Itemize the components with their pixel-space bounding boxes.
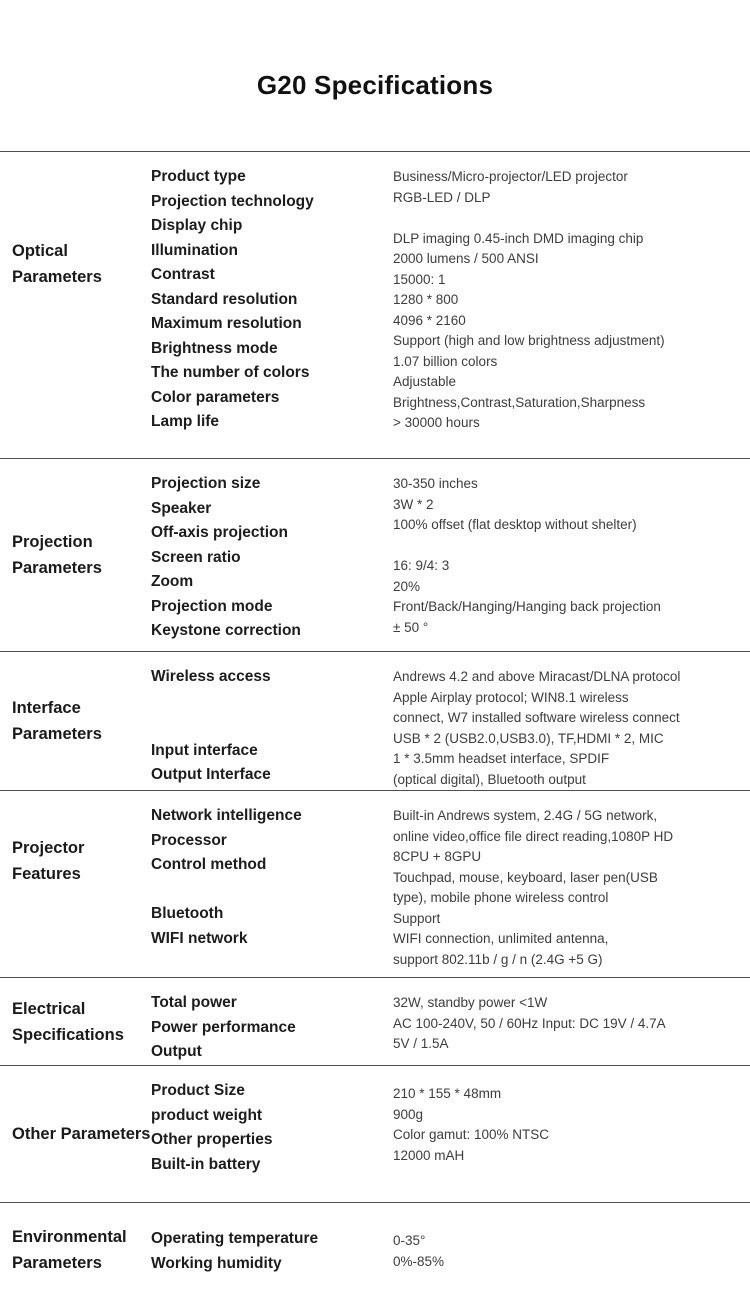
section-values [393, 1066, 750, 1202]
section-name: Projection Parameters [12, 533, 102, 577]
section-labels [151, 652, 393, 790]
spec-value: Built-in Andrews system, 2.4G / 5G network, [393, 808, 658, 823]
spec-value: ± 50 ° [393, 619, 429, 635]
spec-label: Projection mode [151, 597, 273, 615]
spec-label: Built-in battery [151, 1155, 261, 1173]
spec-label: Illumination [151, 241, 238, 259]
spec-label: Display chip [151, 217, 243, 234]
spec-label: WIFI network [151, 929, 248, 947]
spec-table [0, 151, 750, 1297]
section-projector-features [0, 790, 750, 977]
section-labels [151, 152, 393, 458]
spec-label: Total power [151, 994, 237, 1011]
spec-label: Off-axis projection [151, 524, 288, 541]
spec-label: Processor [151, 831, 227, 849]
spec-label: Screen ratio [151, 548, 241, 566]
spec-label: Brightness mode [151, 339, 278, 357]
spec-label: Projection technology [151, 192, 314, 210]
spec-value: online video,office file direct reading,1080P HD [393, 828, 674, 844]
spec-label: Standard resolution [151, 290, 298, 308]
spec-value: 16: 9/4: 3 [393, 558, 450, 573]
spec-label: Product type [151, 168, 246, 185]
section-values [393, 152, 750, 458]
section-values [393, 652, 750, 790]
spec-label: Maximum resolution [151, 315, 302, 332]
spec-value: connect, W7 installed software wireless connect [393, 710, 680, 725]
spec-value: 8CPU + 8GPU [393, 849, 482, 864]
section-environmental-parameters [0, 1202, 750, 1297]
spec-value: 1 * 3.5mm headset interface, SPDIF [393, 751, 610, 766]
spec-label: Zoom [151, 573, 194, 590]
section-name: Interface Parameters [12, 699, 102, 743]
spec-label: Other properties [151, 1131, 273, 1148]
spec-value: 20% [393, 578, 421, 594]
spec-label [151, 714, 393, 739]
spec-label: Output [151, 1043, 202, 1060]
section-values [393, 978, 750, 1065]
spec-value: RGB-LED / DLP [393, 189, 491, 205]
spec-value: 5V / 1.5A [393, 1036, 449, 1051]
section-values [393, 791, 750, 977]
section-name: Environmental Parameters [12, 1228, 127, 1272]
spec-label: Working humidity [151, 1254, 282, 1272]
spec-value: > 30000 hours [393, 415, 480, 430]
spec-label: Lamp life [151, 413, 220, 430]
spec-label: Bluetooth [151, 905, 224, 922]
spec-value [393, 536, 746, 557]
spec-value: Front/Back/Hanging/Hanging back projection [393, 599, 661, 614]
page-title: G20 Specifications [256, 70, 494, 100]
spec-label: Speaker [151, 499, 212, 517]
section-name: Other Parameters [12, 1125, 151, 1143]
spec-label [151, 690, 393, 715]
spec-value: Business/Micro-projector/LED projector [393, 169, 628, 184]
section-name: Electrical Specifications [12, 999, 124, 1044]
spec-value: Andrews 4.2 and above Miracast/DLNA protocol [393, 669, 681, 684]
section-labels [151, 791, 393, 977]
spec-value: 32W, standby power <1W [393, 995, 548, 1010]
section-electrical-specifications [0, 977, 750, 1065]
section-labels [151, 1203, 393, 1297]
spec-value: 1.07 billion colors [393, 353, 498, 369]
spec-value: Color gamut: 100% NTSC [393, 1127, 550, 1142]
spec-label [151, 878, 393, 903]
section-values [393, 1203, 750, 1297]
spec-value: 30-350 inches [393, 476, 478, 491]
spec-value: Adjustable [393, 374, 457, 389]
spec-value: support 802.11b / g / n (2.4G +5 G) [393, 951, 603, 967]
spec-value: WIFI connection, unlimited antenna, [393, 931, 609, 946]
spec-value: 3W * 2 [393, 496, 434, 512]
spec-value: Touchpad, mouse, keyboard, laser pen(USB [393, 869, 658, 885]
spec-value: 1280 * 800 [393, 292, 459, 307]
spec-label: Wireless access [151, 668, 271, 685]
section-interface-parameters [0, 651, 750, 790]
spec-value: Support (high and low brightness adjustment) [393, 333, 665, 348]
spec-label: Output Interface [151, 766, 271, 783]
section-labels [151, 459, 393, 651]
section-optical-parameters [0, 151, 750, 458]
spec-label: Network intelligence [151, 807, 302, 824]
spec-label: Keystone correction [151, 622, 301, 639]
spec-label: Projection size [151, 475, 261, 492]
section-name: Optical Parameters [12, 242, 102, 286]
spec-value: 0-35° [393, 1233, 426, 1248]
spec-value: 100% offset (flat desktop without shelter) [393, 517, 637, 532]
spec-label: Product Size [151, 1082, 245, 1099]
spec-value: 0%-85% [393, 1253, 445, 1269]
spec-value: 12000 mAH [393, 1147, 465, 1163]
spec-label: The number of colors [151, 364, 310, 381]
spec-label: Color parameters [151, 388, 280, 406]
spec-label: Input interface [151, 741, 258, 759]
spec-label: Operating temperature [151, 1230, 319, 1247]
spec-value: AC 100-240V, 50 / 60Hz Input: DC 19V / 4.7A [393, 1015, 666, 1031]
section-other-parameters [0, 1065, 750, 1202]
spec-value: 4096 * 2160 [393, 312, 466, 328]
spec-value: (optical digital), Bluetooth output [393, 771, 586, 787]
spec-value: 15000: 1 [393, 271, 446, 287]
spec-value: Brightness,Contrast,Saturation,Sharpness [393, 394, 646, 410]
spec-value: USB * 2 (USB2.0,USB3.0), TF,HDMI * 2, MIC [393, 730, 664, 746]
section-values [393, 459, 750, 651]
spec-label: Contrast [151, 266, 215, 283]
spec-value [393, 208, 746, 229]
section-labels [151, 1066, 393, 1202]
section-labels [151, 978, 393, 1065]
spec-value: Support [393, 910, 441, 926]
spec-value: Apple Airplay protocol; WIN8.1 wireless [393, 689, 629, 705]
spec-value: 900g [393, 1106, 424, 1122]
spec-label: product weight [151, 1106, 263, 1124]
spec-value: type), mobile phone wireless control [393, 890, 609, 905]
spec-label: Power performance [151, 1018, 296, 1036]
spec-value: DLP imaging 0.45-inch DMD imaging chip [393, 230, 644, 246]
spec-value: 2000 lumens / 500 ANSI [393, 251, 539, 266]
section-projection-parameters [0, 458, 750, 651]
section-name: Projector Features [12, 839, 85, 883]
spec-value: 210 * 155 * 48mm [393, 1086, 502, 1101]
spec-label: Control method [151, 856, 267, 873]
